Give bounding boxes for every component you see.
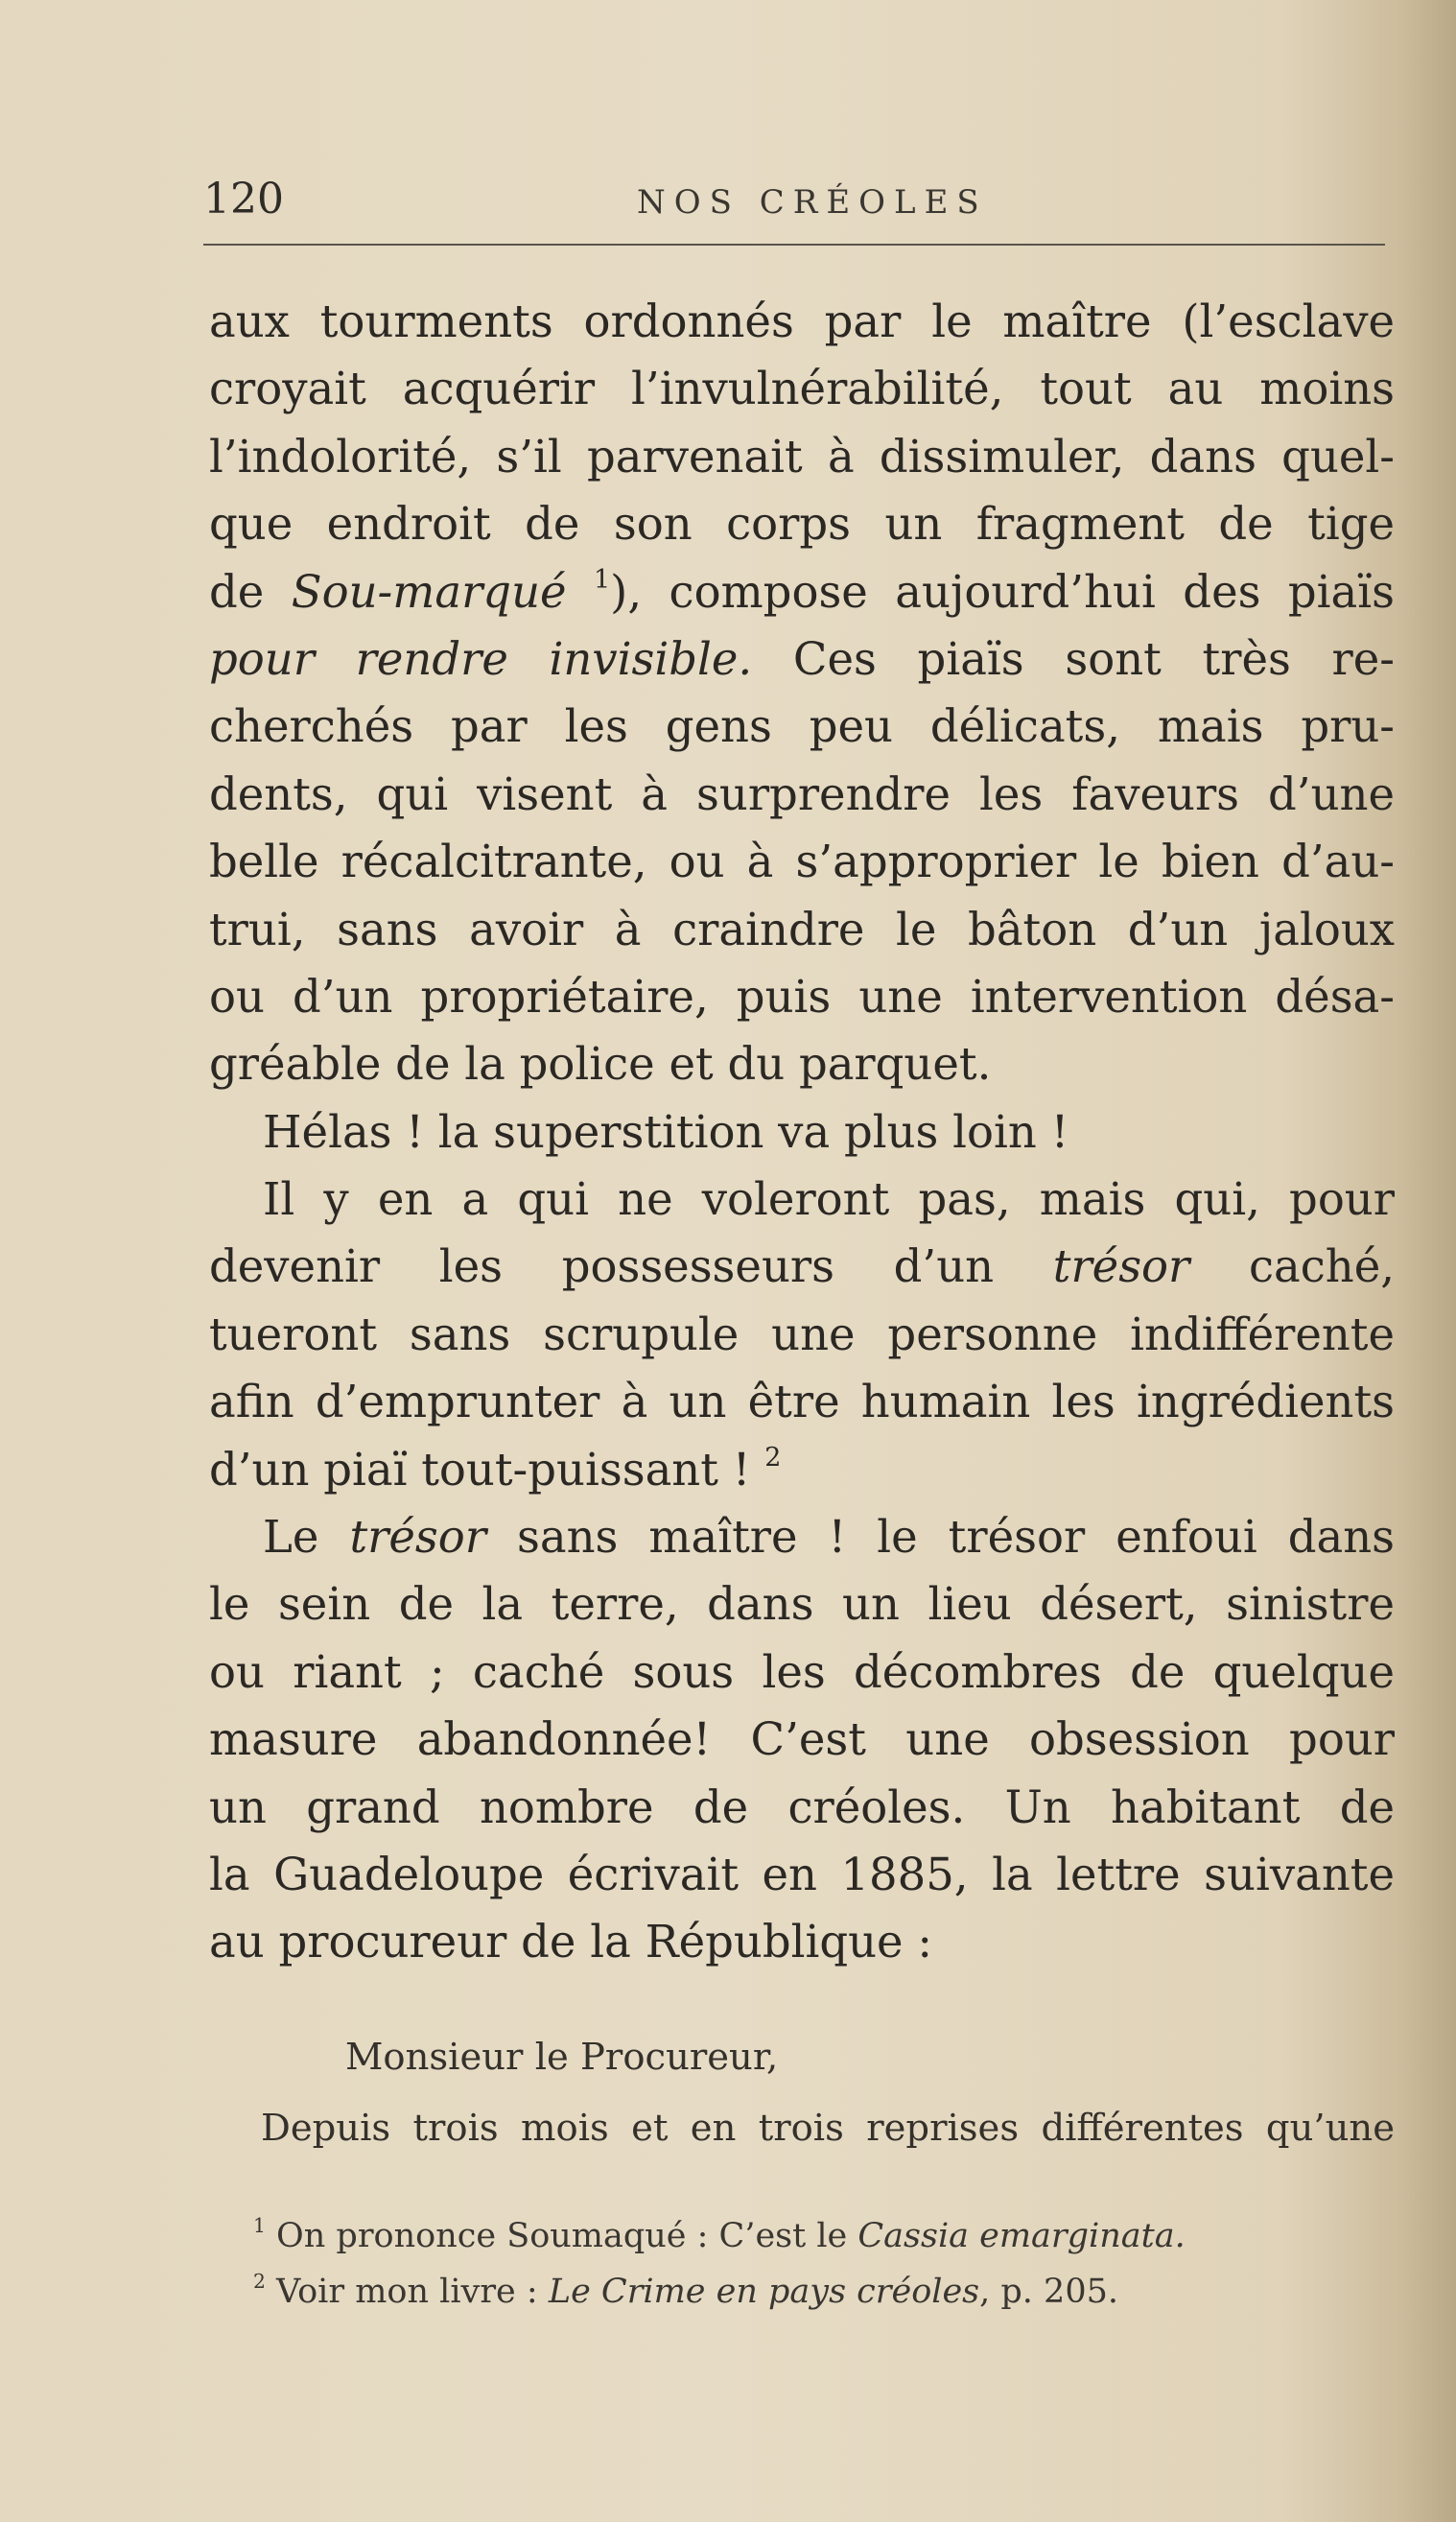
text-line: Hélas ! la superstition va plus loin ! xyxy=(263,1105,1069,1158)
text-line: ou riant ; caché sous les décombres de quelque xyxy=(209,1645,1395,1698)
text-line: trui, sans avoir à craindre le bâton d’un jaloux xyxy=(209,903,1395,955)
quoted-letter xyxy=(209,2022,1395,2164)
text-line xyxy=(209,1233,1395,1300)
text-line: que endroit de son corps un fragment de tige xyxy=(209,498,1395,551)
letter-line: Depuis trois mois et en trois reprises différentes qu’une xyxy=(261,2107,1395,2150)
text-line: croyait acquérir l’invulnérabilité, tout au moins xyxy=(209,363,1395,415)
text-line: belle récalcitrante, ou à s’approprier le bien d’au- xyxy=(209,836,1395,888)
footnote-marker: 1 xyxy=(253,2213,266,2237)
text-segment: de xyxy=(209,565,265,618)
text-line xyxy=(209,1503,1395,1570)
text-line xyxy=(209,558,1395,625)
text-line xyxy=(209,1436,1395,1503)
italic-term: Sou-marqué xyxy=(291,565,567,618)
text-line: cherchés par les gens peu délicats, mais pru- xyxy=(209,700,1395,753)
italic-phrase: pour rendre invisible. xyxy=(209,632,753,685)
text-segment: caché, xyxy=(1248,1240,1396,1293)
italic-term: trésor xyxy=(1052,1240,1190,1293)
page-header xyxy=(203,171,1385,228)
footnote-ref: 2 xyxy=(764,1442,782,1473)
italic-term: trésor xyxy=(349,1511,486,1564)
text-line: au procureur de la République : xyxy=(209,1916,933,1968)
page-number: 120 xyxy=(203,175,284,224)
text-segment: d’un piaï tout-puissant ! xyxy=(209,1443,751,1496)
text-line: aux tourments ordonnés par le maître (l’esclave xyxy=(209,295,1395,347)
book-title: Le Crime en pays créoles xyxy=(548,2273,980,2311)
text-segment: Le xyxy=(263,1511,319,1564)
text-line: Il y en a qui ne voleront pas, mais qui, pour xyxy=(263,1173,1395,1226)
text-line: tueront sans scrupule une personne indifférente xyxy=(209,1308,1395,1360)
text-line: le sein de la terre, dans un lieu désert, sinistre xyxy=(209,1578,1395,1631)
italic-term: Cassia emarginata. xyxy=(857,2217,1186,2255)
footnote-2 xyxy=(209,2264,1395,2320)
text-segment: Voir mon livre : xyxy=(276,2273,538,2311)
text-line: gréable de la police et du parquet. xyxy=(209,1038,992,1091)
text-line: dents, qui visent à surprendre les faveurs d’une xyxy=(209,767,1395,820)
text-line xyxy=(209,625,1395,693)
body-text xyxy=(209,288,1395,1976)
text-line: masure abandonnée! C’est une obsession pour xyxy=(209,1713,1395,1766)
text-segment: devenir les possesseurs d’un xyxy=(209,1240,995,1293)
footnote-1 xyxy=(209,2208,1395,2264)
text-segment: ), compose aujourd’hui des piaïs xyxy=(610,565,1395,618)
letter-salutation: Monsieur le Procureur, xyxy=(345,2036,779,2079)
text-line: afin d’emprunter à un être humain les ingrédients xyxy=(209,1376,1395,1428)
text-line: ou d’un propriétaire, puis une intervention désa- xyxy=(209,970,1395,1023)
text-segment: sans maître ! le trésor enfoui dans xyxy=(517,1511,1396,1564)
text-line: un grand nombre de créoles. Un habitant de xyxy=(209,1780,1395,1833)
footnotes xyxy=(209,2208,1395,2320)
text-segment: On prononce Soumaqué : C’est le xyxy=(276,2217,848,2255)
text-line: la Guadeloupe écrivait en 1885, la lettre suivante xyxy=(209,1848,1395,1900)
text-line: l’indolorité, s’il parvenait à dissimuler, dans quel- xyxy=(209,430,1395,483)
header-rule xyxy=(203,244,1385,246)
running-title: NOS CRÉOLES xyxy=(637,183,988,222)
text-segment: Ces piaïs sont très re- xyxy=(792,632,1395,685)
footnote-ref: 1 xyxy=(594,564,611,595)
footnote-marker: 2 xyxy=(253,2269,266,2293)
text-segment: , p. 205. xyxy=(979,2273,1118,2311)
